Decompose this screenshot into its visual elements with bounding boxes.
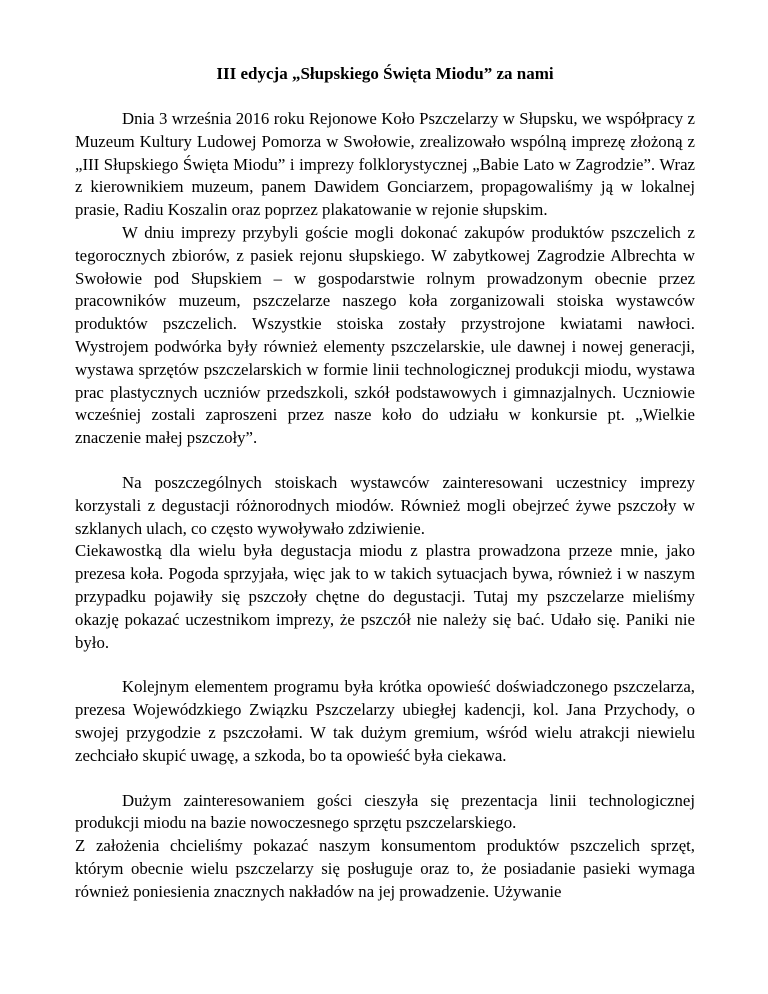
paragraph-equipment: Z założenia chcieliśmy pokazać naszym konsumentom produktów pszczelich sprzęt, którym obecnie wielu pszczelarzy się posługuje oraz to, że posiadanie pasieki wymaga również poniesienia znacznych nakładów na jej prowadzenie. Używanie — [75, 836, 695, 901]
paragraph-event-day: W dniu imprezy przybyli goście mogli dokonać zakupów produktów pszczelich z tegorocznych zbiorów, z pasiek rejonu słupskiego. W zabytkowej Zagrodzie Albrechta w Swołowie pod Słupskiem – w gospodarstwie rolnym prowadzonym obecnie przez pracowników muzeum, pszczelarze naszego koła zorganizowali stoiska wystawców produktów pszczelich. Wszystkie stoiska zostały przystrojone kwiatami nawłoci. Wystrojem podwórka były również elementy pszczelarskie, ule dawnej i nowej generacji, wystawa sprzętów pszczelarskich w formie linii technologicznej produkcji miodu, wystawa prac plastycznych uczniów przedszkoli, szkół podstawowych i gimnazjalnych. Uczniowie wcześniej zostali zaproszeni przez nasze koło do udziału w konkursie pt. „Wielkie znaczenie małej pszczoły”. — [75, 222, 695, 448]
document-page — [75, 62, 695, 904]
paragraph-honeycomb-tasting: Ciekawostką dla wielu była degustacja miodu z plastra prowadzona przeze mnie, jako prezesa koła. Pogoda sprzyjała, więc jak to w takich sytuacjach bywa, również i w naszym przypadku pojawiły się pszczoły chętne do degustacji. Tutaj my pszczelarze mieliśmy okazję pokazać uczestnikom imprezy, że pszczół nie należy się bać. Udało się. Paniki nie było. — [75, 541, 695, 652]
paragraph-production-line: Dużym zainteresowaniem gości cieszyła się prezentacja linii technologicznej produkcji miodu na bazie nowoczesnego sprzętu pszczelarskiego. — [75, 790, 695, 833]
paragraph-intro: Dnia 3 września 2016 roku Rejonowe Koło Pszczelarzy w Słupsku, we współpracy z Muzeum Kultury Ludowej Pomorza w Swołowie, zrealizowało wspólną imprezę złożoną z „III Słupskiego Święta Miodu” i imprezy folklorystycznej „Babie Lato w Zagrodzie”. Wraz z kierownikiem muzeum, panem Dawidem Gonciarzem, propagowaliśmy ją w lokalnej prasie, Radiu Koszalin oraz poprzez plakatowanie w rejonie słupskim. — [75, 109, 695, 220]
paragraph-stands: Na poszczególnych stoiskach wystawców zainteresowani uczestnicy imprezy korzystali z degustacji różnorodnych miodów. Również mogli obejrzeć żywe pszczoły w szklanych ulach, co często wywoływało zdziwienie. — [75, 472, 695, 538]
paragraph-story: Kolejnym elementem programu była krótka opowieść doświadczonego pszczelarza, prezesa Wojewódzkiego Związku Pszczelarzy ubiegłej kadencji, kol. Jana Przychody, o swojej przygodzie z pszczołami. W tak dużym gremium, wśród wielu atrakcji niewielu zechciało skupić uwagę, a szkoda, bo ta opowieść była ciekawa. — [75, 677, 695, 765]
document-title: III edycja „Słupskiego Święta Miodu” za nami — [216, 64, 554, 83]
